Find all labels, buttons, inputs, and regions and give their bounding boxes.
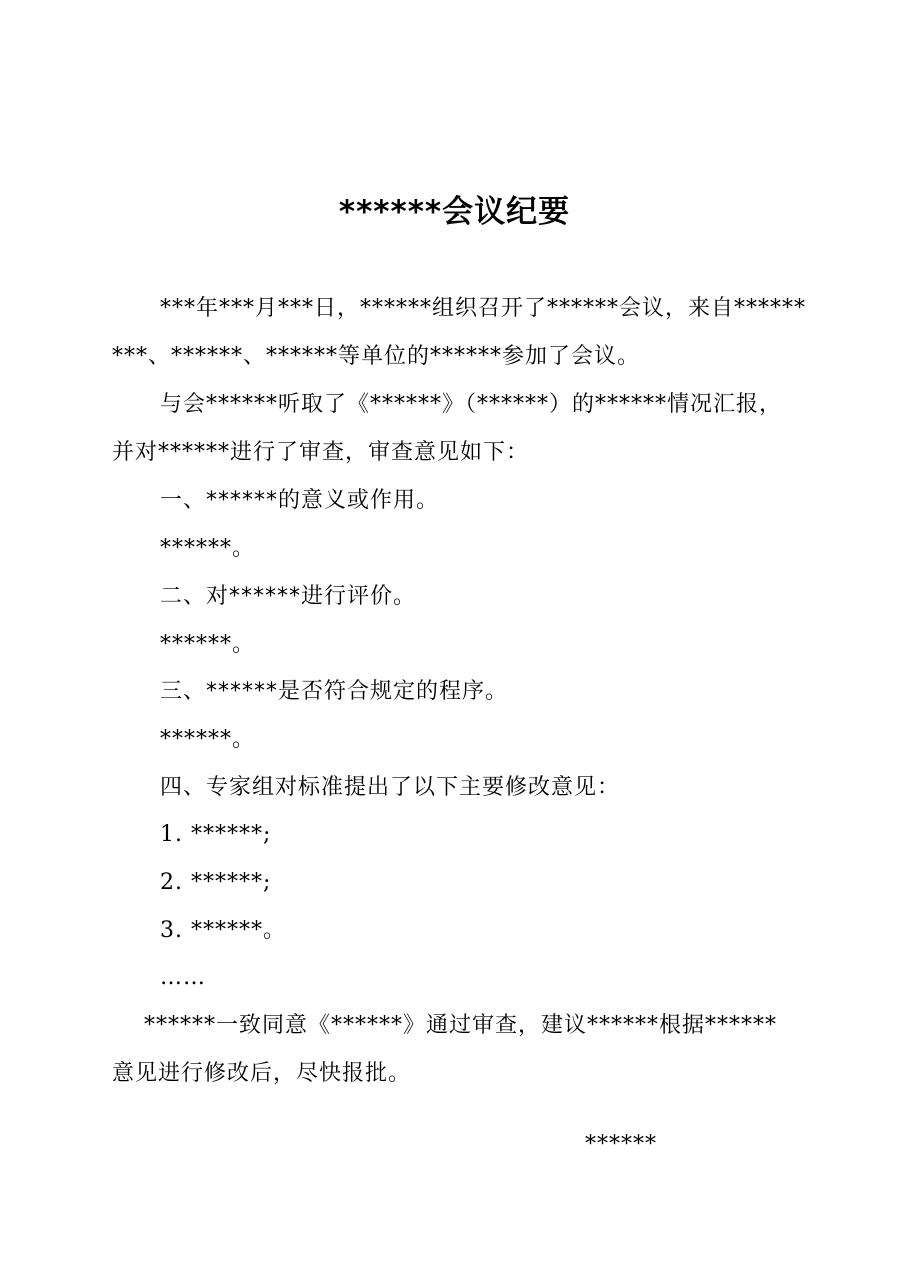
section-1-heading: 一、******的意义或作用。 xyxy=(160,488,440,513)
document-title: ******会议纪要 xyxy=(338,194,571,230)
review-line-1: 与会******听取了《******》（******）的******情况汇报， xyxy=(160,392,783,417)
ellipsis: …… xyxy=(160,965,206,990)
section-3-body: ******。 xyxy=(160,727,256,752)
section-3-heading: 三、******是否符合规定的程序。 xyxy=(160,679,509,704)
review-line-2: 并对******进行了审查，审查意见如下： xyxy=(112,440,530,465)
conclusion-line-2: 意见进行修改后，尽快报批。 xyxy=(112,1061,412,1086)
section-2-body: ******。 xyxy=(160,632,256,657)
section-4-heading: 四、专家组对标准提出了以下主要修改意见： xyxy=(160,775,621,800)
list-item: 3. ******。 xyxy=(160,918,286,943)
signature: ****** xyxy=(585,1132,657,1157)
list-item: 1. ******; xyxy=(160,822,272,847)
conclusion-line-1: ******一致同意《******》通过审查，建议******根据****** xyxy=(144,1013,778,1038)
intro-line-2: ***、******、******等单位的******参加了会议。 xyxy=(112,344,641,369)
list-item: 2. ******; xyxy=(160,870,272,895)
section-1-body: ******。 xyxy=(160,536,256,561)
intro-line-1: ***年***月***日，******组织召开了******会议，来自****** xyxy=(160,296,807,321)
section-2-heading: 二、对******进行评价。 xyxy=(160,584,417,609)
